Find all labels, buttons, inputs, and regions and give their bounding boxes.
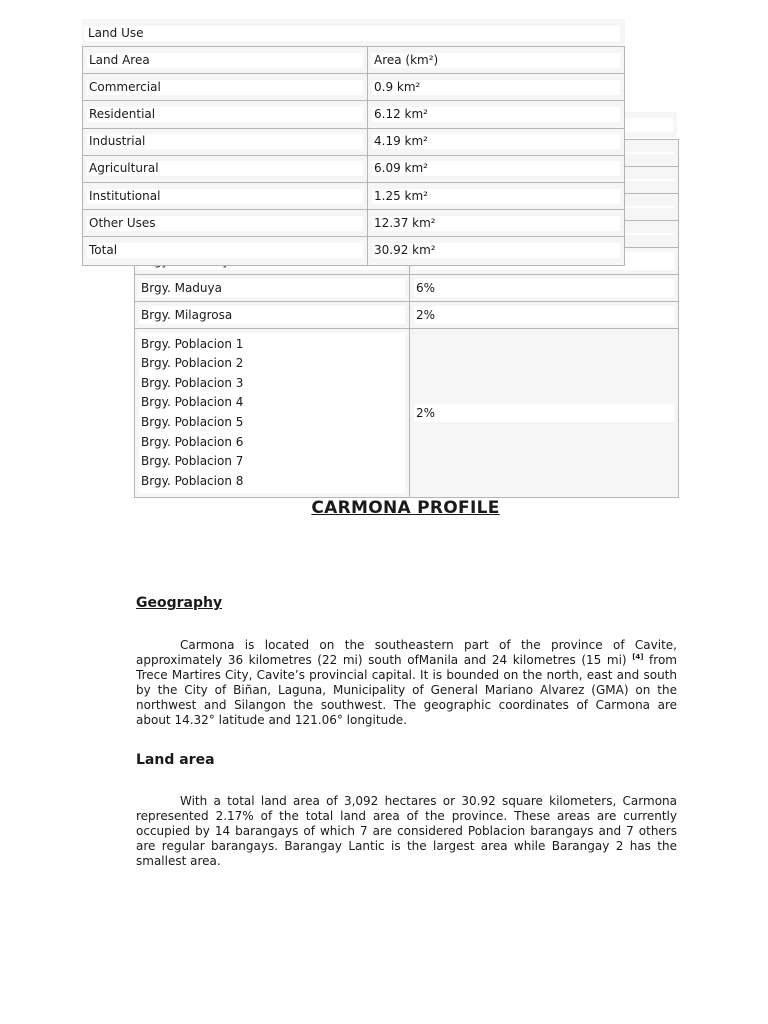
table-row-total [83,237,624,264]
barangay-share: 2% [414,404,674,422]
land-use-caption [82,19,625,46]
table-header-row [83,47,624,74]
land-use-name: Other Uses [87,216,363,231]
barangay-name: Brgy. Milagrosa [139,306,405,324]
land-use-area: 4.19 km² [372,134,620,149]
poblacion-list [139,333,405,494]
table-row [83,74,624,101]
land-area-heading: Land area [136,752,215,768]
column-header-land-area: Land Area [87,53,363,68]
land-use-table [82,46,625,266]
land-use-table-container [82,19,625,265]
land-use-area: 30.92 km² [372,243,620,258]
table-row [83,101,624,128]
table-row [83,156,624,183]
land-area-paragraph: With a total land area of 3,092 hectares or 30.92 square kilometers, Carmona represented 2.17% of the total land area of the province. These areas are currently occupied by 14 barangays of which 7 are considered Poblacion barangays and 7 others are regular barangays. Barangay Lantic is the largest area while Barangay 2 has the smallest area. [136,794,677,868]
land-use-area: 1.25 km² [372,189,620,204]
barangay-name: Brgy. Poblacion 1 [141,336,244,351]
barangay-name: Brgy. Poblacion 7 [141,454,244,469]
barangay-name: Brgy. Poblacion 5 [141,415,244,429]
reference-link[interactable]: [4] [632,653,644,661]
barangay-name: Brgy. Poblacion 2 [141,356,244,371]
table-row [83,129,624,156]
barangay-name: Brgy. Poblacion 6 [141,434,244,449]
table-row [83,210,624,237]
land-use-area: 6.12 km² [372,107,620,122]
land-use-area: 0.9 km² [372,80,620,95]
land-use-title: Land Use [84,26,620,41]
land-use-name: Institutional [87,189,363,204]
geography-text-start: Carmona is located on the southeastern part of the province of Cavite, approximately 36 kilometres (22 mi) south ofManila and 24 kilometres (15 mi) [136,638,677,667]
page-title: CARMONA PROFILE [311,498,500,518]
barangay-share: 6% [414,279,674,297]
land-use-name: Residential [87,107,363,122]
barangay-name: Brgy. Poblacion 4 [141,395,244,410]
geography-paragraph [136,638,677,728]
geography-heading: Geography [136,595,223,611]
land-use-name: Agricultural [87,161,363,176]
barangay-share: 2% [414,306,674,324]
geography-text-end: from Trece Martires City, Cavite’s provincial capital. It is bounded on the north, east and south by the City of Biñan, Laguna, Municipality of General Mariano Alvarez (GMA) on the northwest and Silangon the southwest. The geographic coordinates of Carmona are about 14.32° latitude and 121.06° longitude. [136,653,677,727]
land-use-name: Total [87,243,363,258]
land-use-area: 12.37 km² [372,216,620,231]
table-row [135,302,678,329]
barangay-name: Brgy. Poblacion 8 [141,473,244,488]
table-row [83,183,624,210]
table-row-poblacion [135,329,678,497]
land-use-name: Industrial [87,134,363,149]
land-use-area: 6.09 km² [372,161,620,176]
barangay-name: Brgy. Maduya [139,279,405,297]
table-row [135,275,678,302]
column-header-area: Area (km²) [372,53,620,68]
barangay-name: Brgy. Poblacion 3 [141,375,244,390]
land-use-name: Commercial [87,80,363,95]
